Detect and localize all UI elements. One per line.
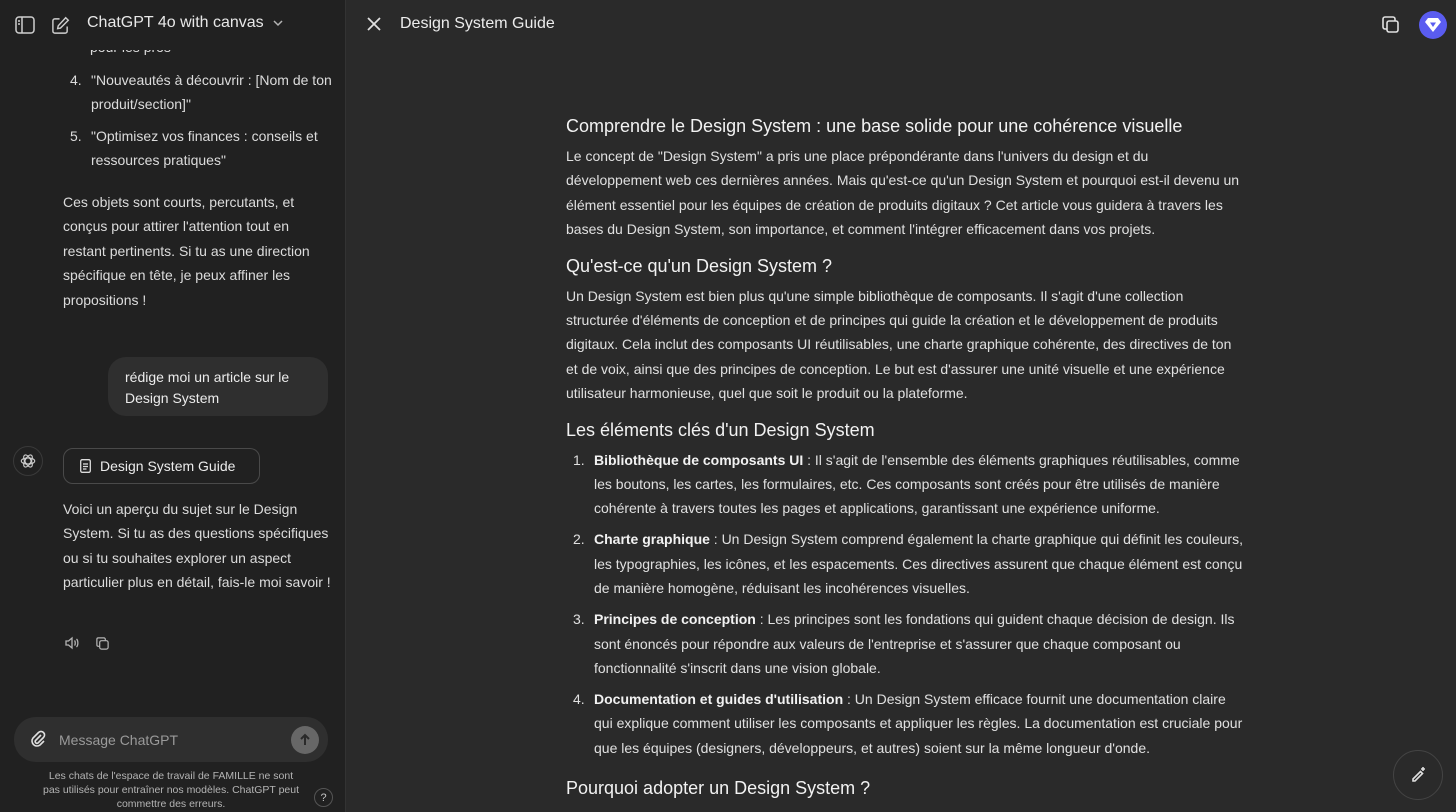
chat-panel <box>0 0 345 812</box>
list-desc: : Un Design System efficace fournit une documentation claire qui explique comment utiliser les composants et appliquer les règles. La documentation est cruciale pour que les équipes (designers, développeurs, et autres) soient sur la même longueur d'onde. <box>594 690 1243 756</box>
chat-thread <box>0 0 345 712</box>
list-term: Documentation et guides d'utilisation <box>594 690 844 707</box>
paperclip-icon[interactable] <box>28 729 48 749</box>
list-item-text: "Optimisez vos finances : conseils et ressources pratiques" <box>91 128 318 168</box>
chevron-down-icon[interactable] <box>272 17 284 29</box>
list-number: 1. <box>573 451 585 468</box>
article-heading: Comprendre le Design System : une base solide pour une cohérence visuelle <box>566 116 1183 136</box>
list-term: Charte graphique <box>594 531 710 548</box>
list-desc: : Les principes sont les fondations qui guident chaque décision de design. Ils sont énoncés pour répondre aux valeurs de l'entreprise et s'assurer que chaque composant ou fonctionnalité s'inscrit dans une vision globale. <box>594 611 1235 676</box>
close-icon[interactable] <box>365 15 383 33</box>
edit-suggestions-button[interactable] <box>1393 750 1443 800</box>
sidebar-toggle-icon[interactable] <box>14 14 36 36</box>
send-button[interactable] <box>291 726 319 754</box>
list-item-text: "Nouveautés à découvrir : [Nom de ton produit/section]" <box>91 72 332 112</box>
article-paragraph: Un Design System est bien plus qu'une simple bibliothèque de composants. Il s'agit d'une collection structurée d'éléments de conception et de principes qui guide la création et le développement de produits digitaux. Cela inclut des composants UI réutilisables, une charte graphique cohérente, des directives de ton et de voix, ainsi que des principes de conception. Le but est d'assurer une unité visuelle et une expérience utilisateur harmonieuse, quel que soit le produit ou la plateforme. <box>566 287 1232 402</box>
list-number: 3. <box>573 611 585 628</box>
list-item <box>566 448 1246 521</box>
assistant-message: Ces objets sont courts, percutants, et conçus pour attirer l'attention tout en restant pertinents. Si tu as une direction spécifique en tête, je peux affiner les propositions ! <box>63 194 310 308</box>
list-item <box>566 607 1246 680</box>
disclaimer-text: Les chats de l'espace de travail de FAMILLE ne sont pas utilisés pour entraîner nos modèles. ChatGPT peut commettre des erreurs. <box>42 770 300 810</box>
user-message-bubble: rédige moi un article sur le Design System <box>108 357 328 416</box>
copy-icon[interactable] <box>1381 15 1401 35</box>
suggestion-list <box>70 68 332 180</box>
key-elements-list <box>566 448 1246 760</box>
diamond-icon <box>1425 18 1441 32</box>
document-icon <box>80 459 91 473</box>
list-term: Principes de conception <box>594 611 756 628</box>
list-number: 2. <box>573 531 585 548</box>
list-desc: : Un Design System comprend également la charte graphique qui définit les couleurs, les typographies, les icônes, et les espacements. Ces directives assurent que chaque élément est conçu de manière homogène, réduisant les incohérences visuelles. <box>594 531 1243 597</box>
open-canvas-document-button[interactable] <box>63 448 260 484</box>
help-button[interactable]: ? <box>314 788 333 807</box>
canvas-panel <box>346 0 1456 812</box>
canvas-document[interactable] <box>566 114 1246 800</box>
message-input[interactable] <box>59 728 289 752</box>
list-item <box>566 687 1246 760</box>
article-heading: Qu'est-ce qu'un Design System ? <box>566 255 833 276</box>
article-heading: Les éléments clés d'un Design System <box>566 419 875 440</box>
list-desc: : Il s'agit de l'ensemble des éléments graphiques réutilisables, comme les boutons, les cartes, les formulaires, etc. Ces composants sont créés pour être utilisés de manière cohérente à travers toutes les pages et applications, garantissant une expérience uniforme. <box>594 451 1240 517</box>
article-paragraph: Le concept de "Design System" a pris une place prépondérante dans l'univers du design et du développement web ces dernières années. Mais qu'est-ce qu'un Design System et pourquoi est-il devenu un élément essentiel pour les équipes de création de produits digitaux ? Cet article vous guidera à travers les bases du Design System, son importance, et comment l'intégrer efficacement dans vos projets. <box>566 148 1240 238</box>
list-number: 4. <box>573 690 585 707</box>
copy-icon[interactable] <box>93 634 111 652</box>
list-number: 5. <box>70 128 82 144</box>
model-selector[interactable]: ChatGPT 4o with canvas <box>87 14 264 31</box>
user-avatar[interactable] <box>1419 11 1447 39</box>
canvas-title: Design System Guide <box>400 15 555 32</box>
article-heading: Pourquoi adopter un Design System ? <box>566 778 871 799</box>
list-number: 4. <box>70 72 82 88</box>
list-item <box>70 68 332 116</box>
message-composer <box>14 717 328 762</box>
chatgpt-logo-icon <box>13 446 43 476</box>
message-actions <box>63 634 111 652</box>
assistant-message: Voici un aperçu du sujet sur le Design System. Si tu as des questions spécifiques ou si tu souhaites explorer un aspect particulier plus en détail, fais-le moi savoir ! <box>63 501 331 591</box>
pencil-sparkle-icon <box>1408 765 1428 785</box>
list-item <box>70 124 332 172</box>
new-chat-icon[interactable] <box>49 14 71 36</box>
chat-header <box>0 0 345 50</box>
list-term: Bibliothèque de composants UI <box>594 451 804 468</box>
read-aloud-icon[interactable] <box>63 634 81 652</box>
doc-chip-label: Design System Guide <box>100 458 236 474</box>
list-item <box>566 527 1246 600</box>
